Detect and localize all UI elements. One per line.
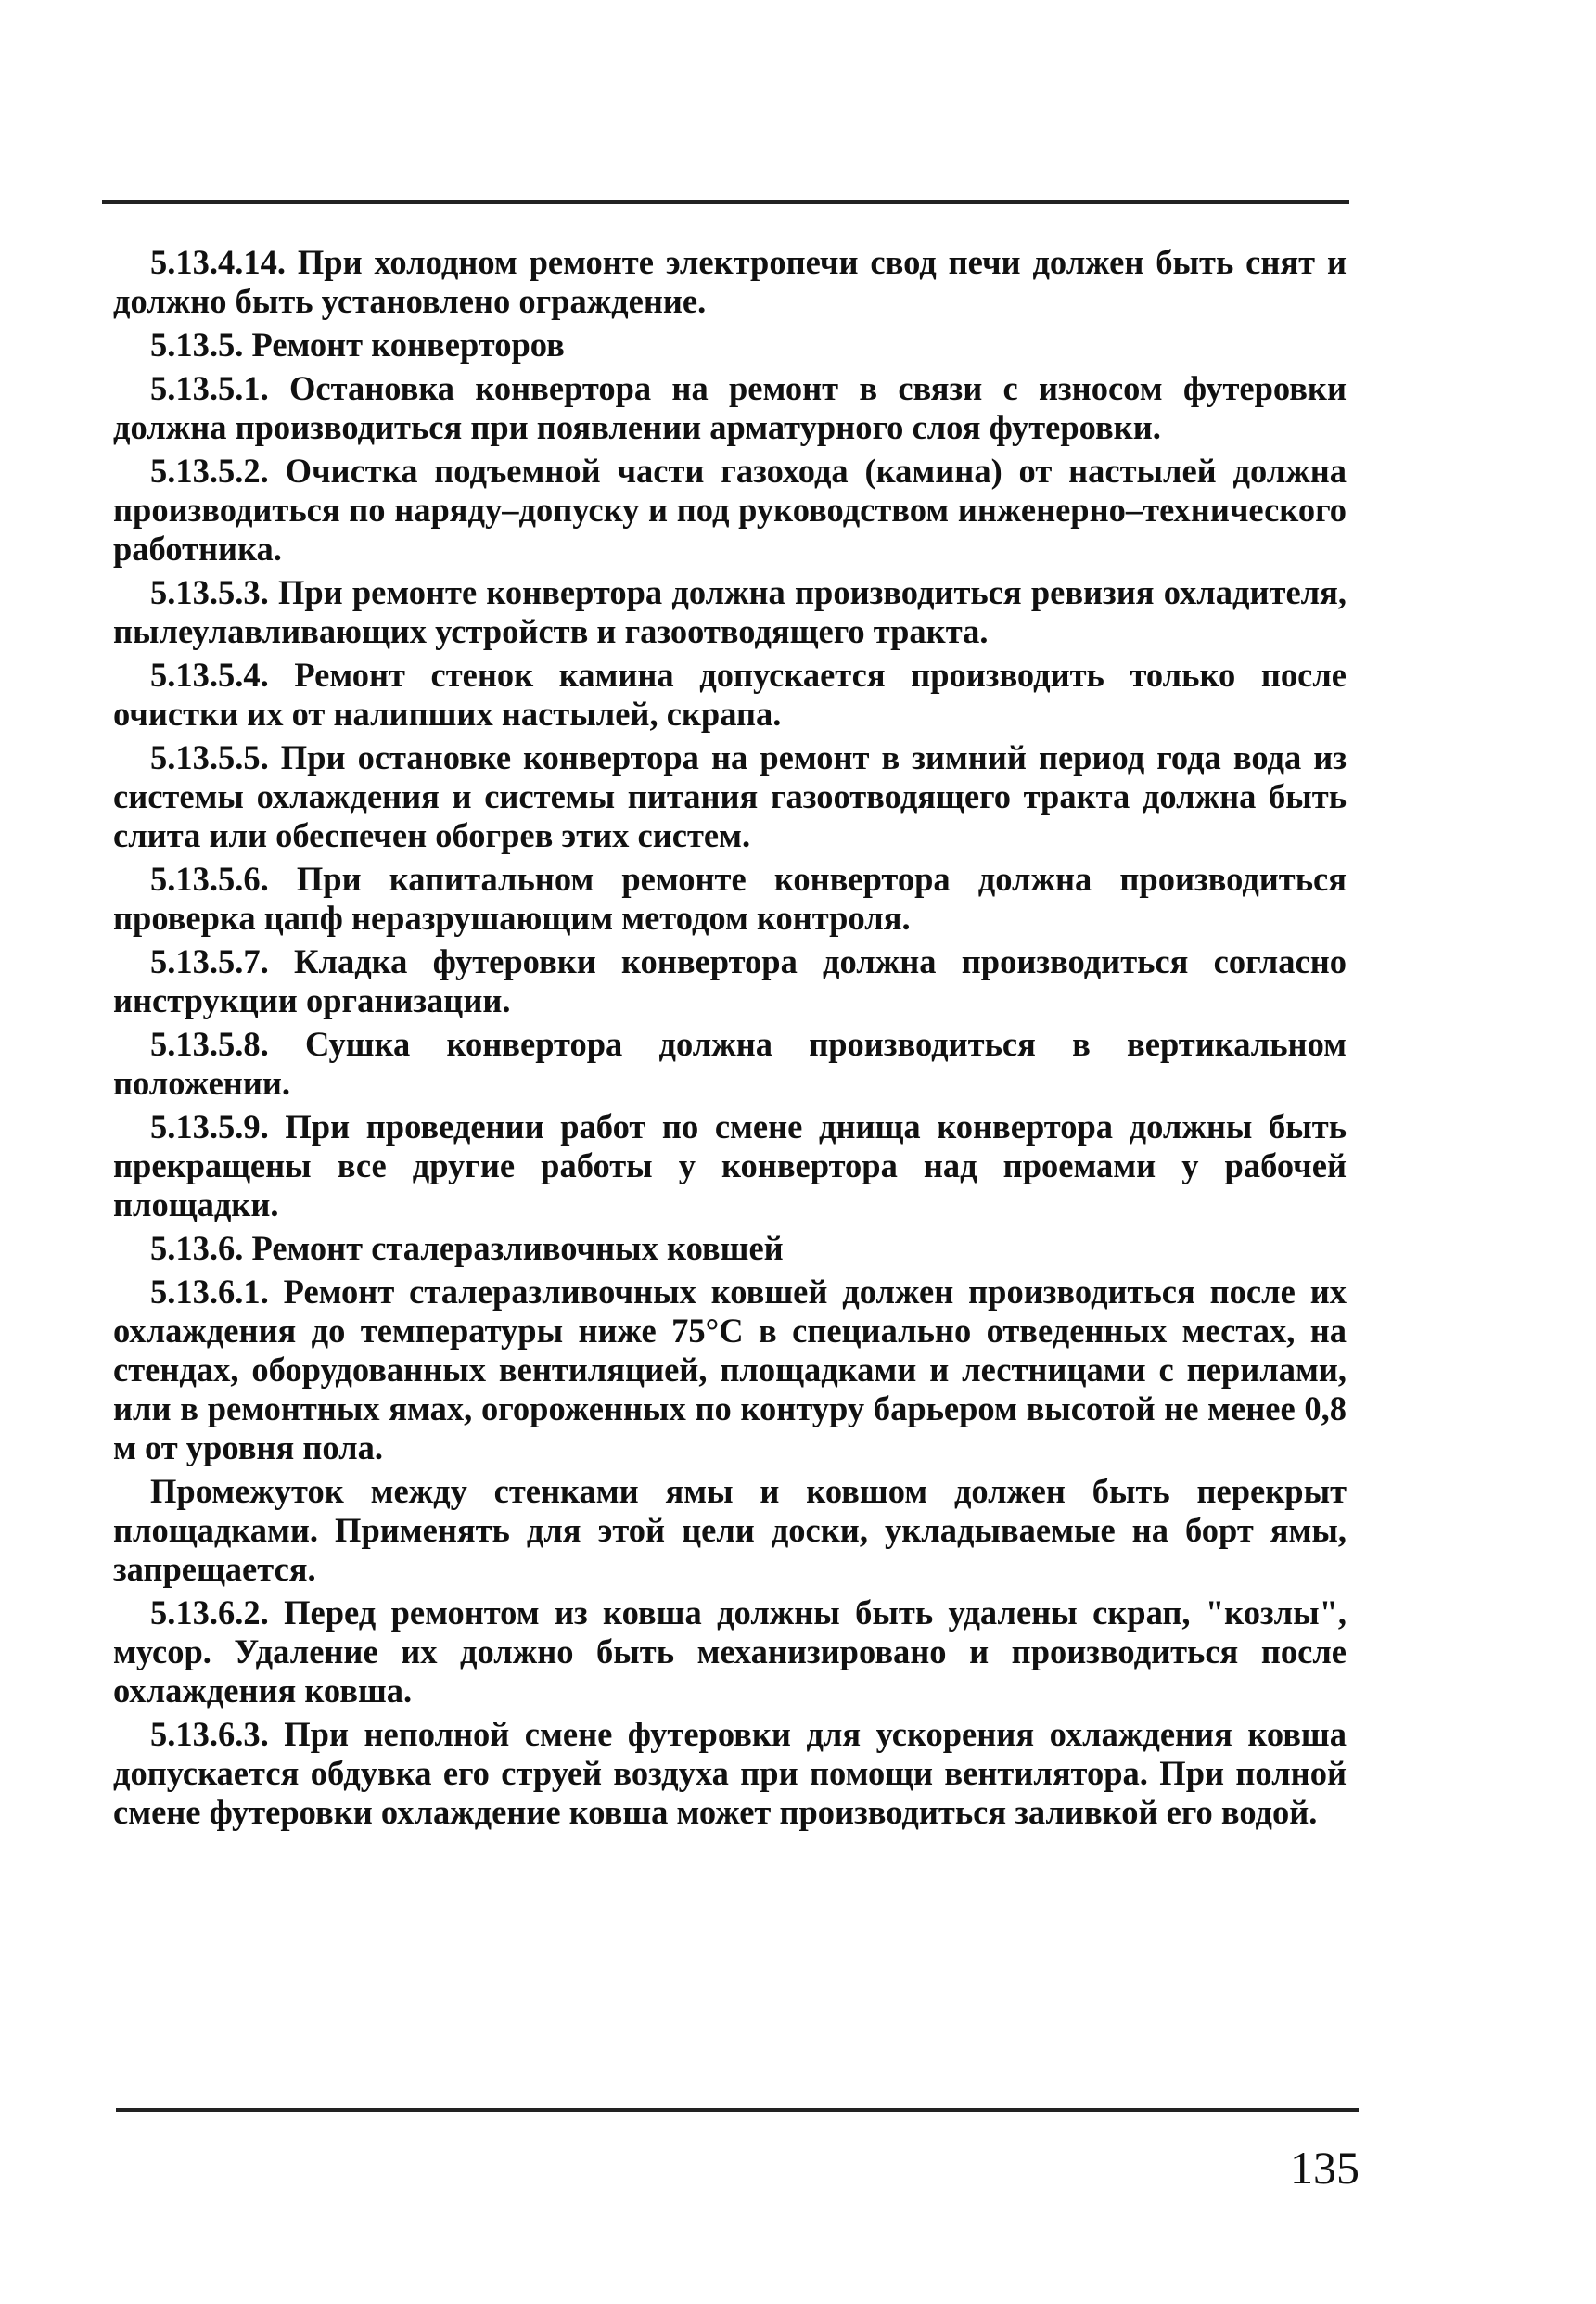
bottom-rule <box>116 2108 1359 2112</box>
section-heading: 5.13.6. Ремонт сталеразливочных ковшей <box>150 1229 784 1267</box>
paragraph: 5.13.6.1. Ремонт сталеразливочных ковшей должен производиться после их охлаждения до температуры ниже 75°С в специально отведенных местах, на стендах, оборудованных вентиляцией, площадками и лестницами с перилами, или в ремонтных ямах, огороженных по контуру барьером высотой не менее 0,8 м от уровня пола. <box>113 1273 1347 1466</box>
paragraph: 5.13.5.1. Остановка конвертора на ремонт в связи с износом футеровки должна производиться при появлении арматурного слоя футеровки. <box>113 369 1347 446</box>
paragraph: 5.13.6.3. При неполной смене футеровки для ускорения охлаждения ковша допускается обдувка его струей воздуха при помощи вентилятора. При полной смене футеровки охлаждение ковша может производиться заливкой его водой. <box>113 1715 1347 1831</box>
paragraph: 5.13.5.4. Ремонт стенок камина допускается производить только после очистки их от налипших настылей, скрапа. <box>113 656 1347 733</box>
top-rule <box>102 200 1349 204</box>
paragraph: 5.13.6.2. Перед ремонтом из ковша должны быть удалены скрап, "козлы", мусор. Удаление их должно быть механизировано и производиться после охлаждения ковша. <box>113 1594 1347 1709</box>
paragraph: 5.13.5.9. При проведении работ по смене днища конвертора должны быть прекращены все другие работы у конвертора над проемами у рабочей площадки. <box>113 1107 1347 1223</box>
paragraph: 5.13.5.5. При остановке конвертора на ремонт в зимний период года вода из системы охлаждения и системы питания газоотводящего тракта должна быть слита или обеспечен обогрев этих систем. <box>113 738 1347 854</box>
paragraph: 5.13.5.7. Кладка футеровки конвертора должна производиться согласно инструкции организации. <box>113 942 1347 1019</box>
page-number: 135 <box>1290 2142 1360 2194</box>
paragraph: 5.13.5.8. Сушка конвертора должна производиться в вертикальном положении. <box>113 1025 1347 1102</box>
paragraph: 5.13.5.3. При ремонте конвертора должна производиться ревизия охладителя, пылеулавливающих устройств и газоотводящего тракта. <box>113 573 1347 650</box>
section-heading: 5.13.5. Ремонт конверторов <box>150 326 565 364</box>
paragraph: 5.13.5.2. Очистка подъемной части газохода (камина) от настылей должна производиться по наряду–допуску и под руководством инженерно–технического работника. <box>113 452 1347 568</box>
paragraph: Промежуток между стенками ямы и ковшом должен быть перекрыт площадками. Применять для этой цели доски, укладываемые на борт ямы, запрещается. <box>113 1472 1347 1588</box>
paragraph: 5.13.4.14. При холодном ремонте электропечи свод печи должен быть снят и должно быть установлено ограждение. <box>113 243 1347 320</box>
body-text <box>113 243 1347 1837</box>
paragraph: 5.13.5.6. При капитальном ремонте конвертора должна производиться проверка цапф неразрушающим методом контроля. <box>113 860 1347 937</box>
